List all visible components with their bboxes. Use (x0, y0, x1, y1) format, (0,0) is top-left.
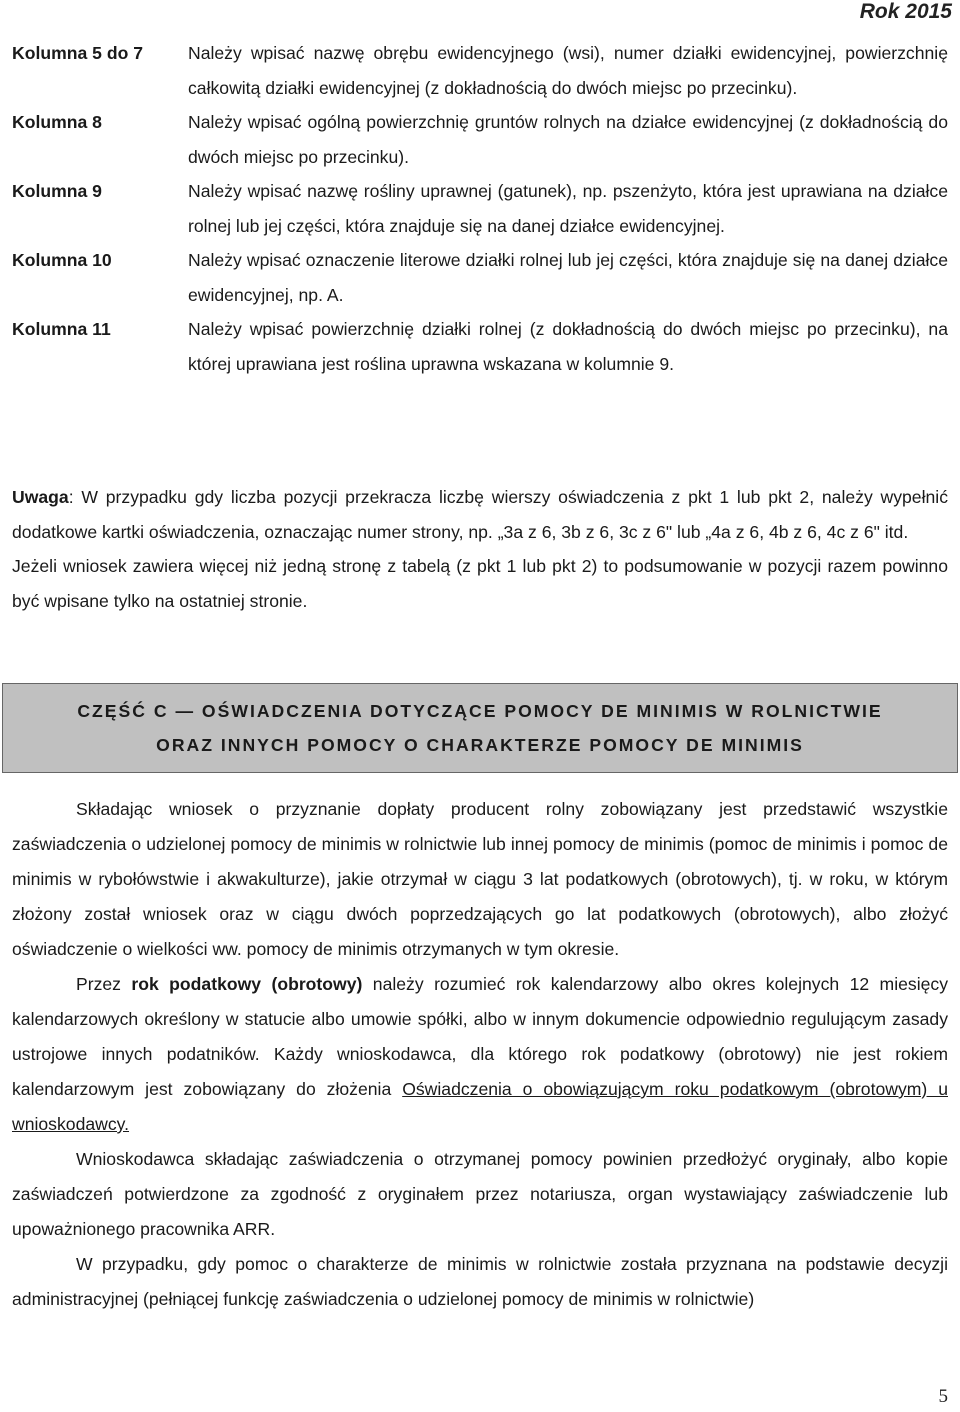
paragraph-2 (12, 967, 948, 1142)
column-row (12, 312, 948, 381)
section-c-header (2, 683, 958, 773)
paragraph-2-text: należy rozumieć rok kalendarzowy albo okres kolejnych 12 miesięcy kalendarzowych określony w statucie albo umowie spółki, albo w innym dokumencie odpowiednio regulującym zasady ustrojowe innych podatników. Każdy wnioskodawca, dla którego rok podatkowy (obrotowy) nie jest rokiem kalendarzowym jest zobowiązany do złożenia (12, 974, 948, 1099)
page-number: 5 (938, 1386, 948, 1407)
column-description: Należy wpisać oznaczenie literowe działki rolnej lub jej części, która znajduje się na danej działce ewidencyjnej, np. A. (188, 250, 948, 305)
column-label: Kolumna 8 (12, 112, 102, 132)
column-label: Kolumna 9 (12, 181, 102, 201)
note-paragraph (12, 480, 948, 549)
column-label: Kolumna 5 do 7 (12, 43, 143, 63)
tax-year-term: rok podatkowy (obrotowy) (131, 974, 363, 994)
column-description: Należy wpisać nazwę obrębu ewidencyjnego (wsi), numer działki ewidencyjnej, powierzchnię całkowitą działki ewidencyjnej (z dokładnością do dwóch miejsc po przecinku). (188, 43, 948, 98)
column-label: Kolumna 11 (12, 319, 111, 339)
declaration-reference: Oświadczenia o obowiązującym roku podatkowym (obrotowym) u wnioskodawcy. (12, 1079, 948, 1134)
section-c-body (12, 792, 948, 1317)
paragraph-1: Składając wniosek o przyznanie dopłaty producent rolny zobowiązany jest przedstawić wszystkie zaświadczenia o udzielonej pomocy de minimis w rolnictwie lub innej pomocy de minimis (pomoc de minimis i pomoc de minimis w rybołówstwie i akwakulturze), jakie otrzymał w ciągu 3 lat podatkowych (obrotowych), tj. w roku, w którym złożony został wniosek oraz w ciągu dwóch poprzedzających go lat podatkowych (obrotowych), albo złożyć oświadczenie o wielkości ww. pomocy de minimis otrzymanych w tym okresie. (12, 799, 948, 959)
column-description: Należy wpisać ogólną powierzchnię gruntów rolnych na działce ewidencyjnej (z dokładnością do dwóch miejsc po przecinku). (188, 112, 948, 167)
column-label: Kolumna 10 (12, 250, 112, 270)
column-row (12, 174, 948, 243)
paragraph-3: Wnioskodawca składając zaświadczenia o otrzymanej pomocy powinien przedłożyć oryginały, albo kopie zaświadczeń potwierdzone za zgodność z oryginałem przez notariusza, organ wystawiający zaświadczenie lub upoważnionego pracownika ARR. (12, 1149, 948, 1239)
section-title-line-1: CZĘŚĆ C — OŚWIADCZENIA DOTYCZĄCE POMOCY DE MINIMIS W ROLNICTWIE (77, 701, 883, 721)
paragraph-2-intro: Przez (76, 974, 132, 994)
column-description: Należy wpisać nazwę rośliny uprawnej (gatunek), np. pszenżyto, która jest uprawiana na działce rolnej lub jej części, która znajduje się na danej działce ewidencyjnej. (188, 181, 948, 236)
document-year: Rok 2015 (859, 0, 952, 23)
paragraph-4: W przypadku, gdy pomoc o charakterze de minimis w rolnictwie została przyznana na podstawie decyzji administracyjnej (pełniącej funkcję zaświadczenia o udzielonej pomocy de minimis w rolnictwie) (12, 1254, 948, 1309)
column-row (12, 243, 948, 312)
note-paragraph-2: Jeżeli wniosek zawiera więcej niż jedną stronę z tabelą (z pkt 1 lub pkt 2) to podsumowanie w pozycji razem powinno być wpisane tylko na ostatniej stronie. (12, 556, 948, 611)
column-description: Należy wpisać powierzchnię działki rolnej (z dokładnością do dwóch miejsc po przecinku), na której uprawiana jest roślina uprawna wskazana w kolumnie 9. (188, 319, 948, 374)
note-label: Uwaga (12, 487, 69, 507)
column-row (12, 36, 948, 105)
note-block (12, 480, 948, 618)
note-text: : W przypadku gdy liczba pozycji przekracza liczbę wierszy oświadczenia z pkt 1 lub pkt 2, należy wypełnić dodatkowe kartki oświadczenia, oznaczając numer strony, np. „3a z 6, 3b z 6, 3c z 6" lub „4a z 6, 4b z 6, 4c z 6" itd. (12, 487, 948, 542)
section-title-line-2: ORAZ INNYCH POMOCY O CHARAKTERZE POMOCY DE MINIMIS (156, 735, 804, 755)
column-instructions-table (12, 36, 948, 381)
column-row (12, 105, 948, 174)
